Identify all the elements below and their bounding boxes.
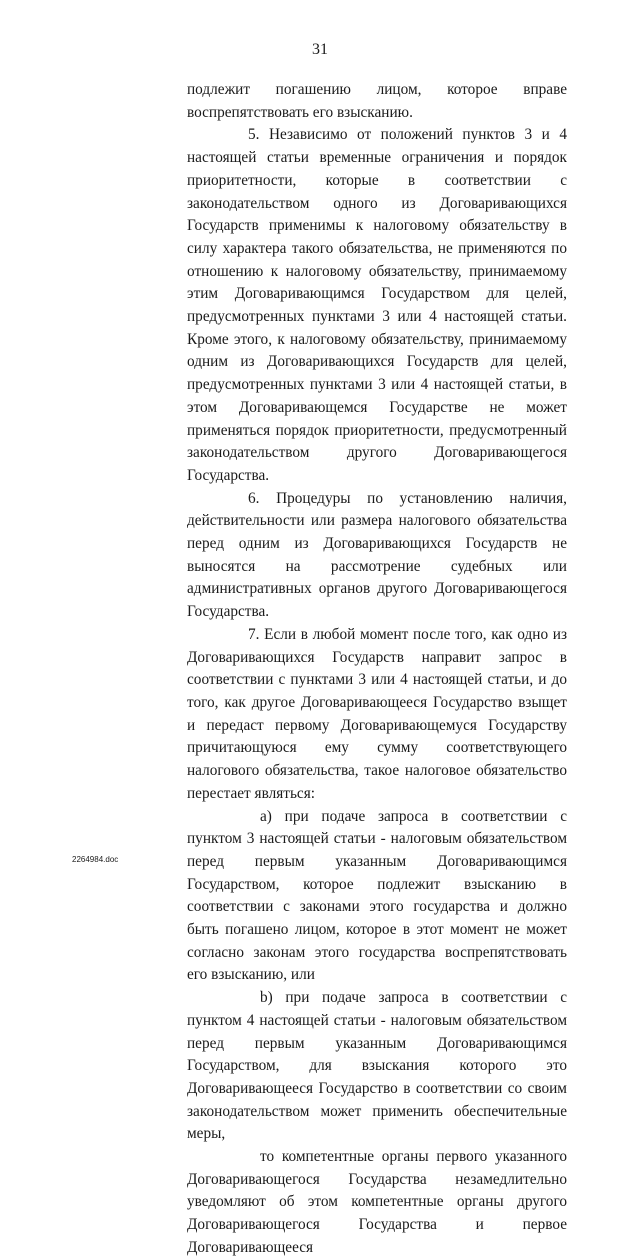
page-number: 31: [312, 41, 328, 58]
document-body: [187, 79, 567, 1260]
paragraph-item-6: 6. Процедуры по установлению наличия, действительности или размера налогового обязательства перед одним из Договаривающихся Государств не выносятся на рассмотрение судебных или административных органов другого Договаривающегося Государства.: [187, 489, 567, 621]
paragraph-final: то компетентные органы первого указанного Договаривающегося Государства незамедлительно уведомляют об этом компетентные органы другого Договаривающегося Государства и первое Договаривающееся: [187, 1148, 567, 1256]
paragraph-item-5: 5. Независимо от положений пунктов 3 и 4 настоящей статьи временные ограничения и порядок приоритетности, которые в соответствии с законодательством одного из Договаривающихся Государств применимы к налоговому обязательству в силу характера такого обязательства, не применяются по отношению к налоговому обязательству, принимаемому этим Договаривающимся Государством для целей, предусмотренных пунктами 3 или 4 настоящей статьи. Кроме этого, к налоговому обязательству, принимаемому одним из Договаривающихся Государств для целей, предусмотренных пунктами 3 или 4 настоящей статьи, в этом Договаривающемся Государстве не может применяться порядок приоритетности, предусмотренный законодательством другого Договаривающегося Государства.: [187, 126, 567, 484]
paragraph-item-7: 7. Если в любой момент после того, как одно из Договаривающихся Государств направит запрос в соответствии с пунктами 3 или 4 настоящей статьи, и до того, как другое Договаривающееся Государство взыщет и передаст первому Договаривающемуся Государству причитающуюся ему сумму соответствующего налогового обязательства, такое налоговое обязательство перестает являться:: [187, 625, 567, 802]
subparagraph-a: a) при подаче запроса в соответствии с пунктом 3 настоящей статьи - налоговым обязательством перед первым указанным Договаривающимся Государством, которое подлежит взысканию в соответствии с законами этого государства и должно быть погашено лицом, которое в этот момент не может согласно законам этого государства воспрепятствовать его взысканию, или: [187, 807, 567, 984]
paragraph-continuation: подлежит погашению лицом, которое вправе воспрепятствовать его взысканию.: [187, 81, 567, 121]
subparagraph-b: b) при подаче запроса в соответствии с пунктом 4 настоящей статьи - налоговым обязательством перед первым указанным Договаривающимся Государством, для взыскания которого это Договаривающееся Государство в соответствии со своим законодательством может применить обеспечительные меры,: [187, 989, 567, 1143]
document-filename: 2264984.doc: [72, 855, 119, 864]
